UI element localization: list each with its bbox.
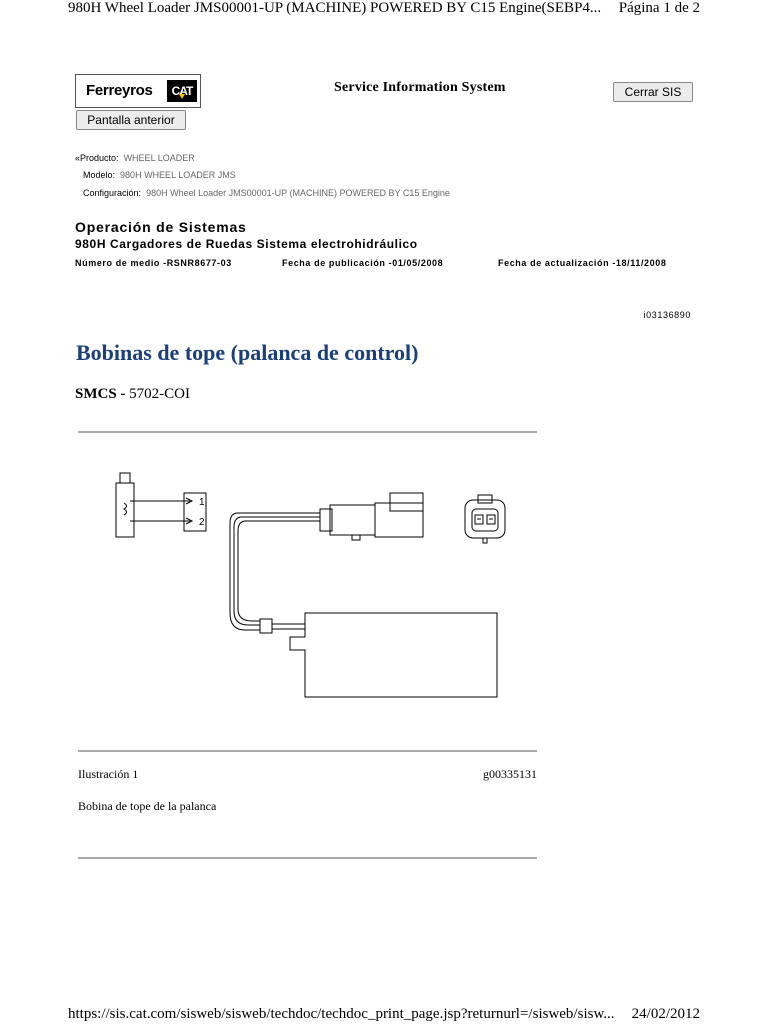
coil-connector-drawing [230,493,423,633]
smcs-code [75,386,190,403]
coil-body-drawing [290,613,497,697]
illustration-description: Bobina de tope de la palanca [78,799,217,813]
pin-1-label: 1 [199,497,205,508]
update-date: Fecha de actualización -18/11/2008 [498,258,667,268]
cat-triangle-icon [179,94,185,99]
meta-configuracion [83,188,450,198]
meta-modelo [83,170,236,180]
divider-caption-top [78,750,537,752]
meta-producto [75,153,195,163]
modelo-label: Modelo: [83,170,116,180]
ferreyros-cat-logo [75,74,201,108]
cat-logo [167,80,197,102]
sis-title: Service Information System [334,80,506,95]
stop-coil-illustration [100,465,520,705]
print-header-page: Página 1 de 2 [618,0,700,16]
print-header-title: 980H Wheel Loader JMS00001-UP (MACHINE) POWERED BY C15 Engine(SEBP4... [68,0,602,16]
close-sis-button[interactable]: Cerrar SIS [613,82,693,102]
previous-screen-button[interactable]: Pantalla anterior [76,110,186,130]
section-subtitle: 980H Cargadores de Ruedas Sistema electrohidráulico [75,237,418,251]
smcs-label: SMCS - [75,386,126,402]
smcs-value: 5702-COI [125,386,190,402]
footer-url: https://sis.cat.com/sisweb/sisweb/techdoc/techdoc_print_page.jsp?returnurl=/sisweb/sisw... [68,1006,615,1022]
producto-value: WHEEL LOADER [123,153,195,163]
publication-date: Fecha de publicación -01/05/2008 [282,258,444,268]
divider-top [78,431,537,433]
page-title: Bobinas de tope (palanca de control) [76,340,419,365]
coil-schematic-symbol [116,473,206,537]
section-title: Operación de Sistemas [75,219,247,235]
document-id: i03136890 [643,310,691,320]
collapse-arrow-icon[interactable]: « [75,153,81,163]
illustration-code: g00335131 [483,767,537,781]
ferreyros-logo-text: Ferreyros [86,82,153,99]
connector-end-view [465,495,505,543]
configuracion-label: Configuración: [83,188,142,198]
footer-date: 24/02/2012 [631,1006,700,1022]
modelo-value: 980H WHEEL LOADER JMS [120,170,236,180]
media-number: Número de medio -RSNR8677-03 [75,258,232,268]
producto-label: Producto: [80,153,119,163]
configuracion-value: 980H Wheel Loader JMS00001-UP (MACHINE) POWERED BY C15 Engine [146,188,450,198]
pin-2-label: 2 [199,517,205,528]
cat-logo-text: CAT [171,84,193,98]
divider-bottom [78,857,537,859]
illustration-number: Ilustración 1 [78,767,139,781]
